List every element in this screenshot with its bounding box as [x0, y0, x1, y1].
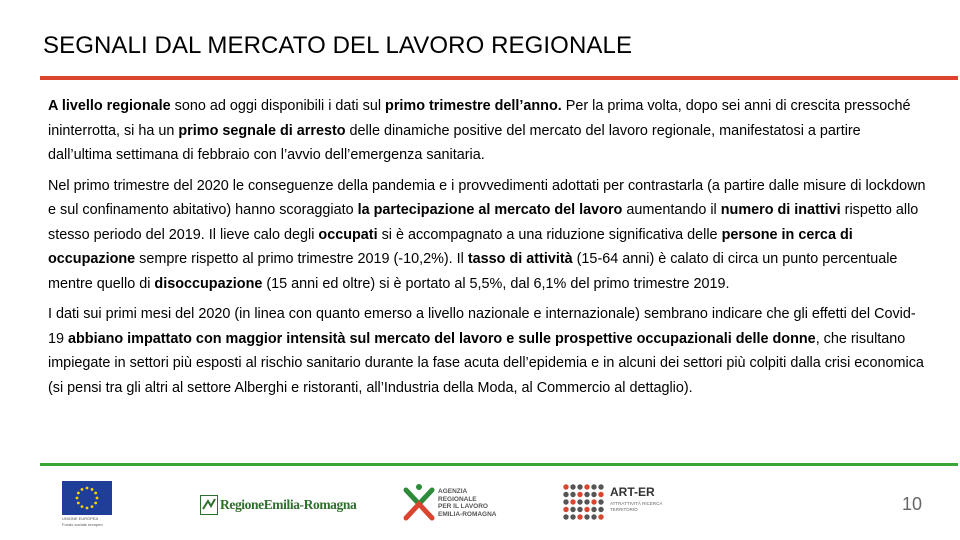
art-er-dot-icon: [563, 514, 568, 519]
art-er-dot-icon: [584, 507, 589, 512]
art-er-dot-icon: [598, 492, 603, 497]
text-run: aumentando il: [622, 202, 721, 218]
bold-text-run: primo trimestre dell’anno.: [385, 98, 562, 114]
bold-text-run: occupati: [318, 226, 378, 243]
body-text: [48, 94, 928, 406]
agenzia-line-3: PER IL LAVORO: [438, 503, 488, 510]
title-divider: [40, 76, 958, 80]
page-number: 10: [901, 494, 922, 514]
art-er-dot-icon: [570, 507, 575, 512]
eu-star-icon: [77, 502, 80, 505]
art-er-dot-icon: [570, 499, 575, 504]
bold-text-run: A livello regionale: [48, 98, 171, 114]
art-er-logo: [562, 483, 672, 525]
art-er-dot-icon: [584, 484, 589, 489]
eu-star-icon: [76, 497, 79, 500]
agenzia-line-2: REGIONALE: [438, 495, 477, 503]
footer-divider: [40, 463, 958, 466]
art-er-dot-icon: [591, 507, 596, 512]
agenzia-label: [438, 488, 497, 518]
art-er-dot-icon: [584, 492, 589, 497]
eu-star-icon: [86, 507, 89, 510]
bold-text-run: abbiano impattato con maggior intensità sul mercato del lavoro e sulle prospettive occupazionali delle donne: [68, 330, 816, 347]
eu-star-icon: [94, 492, 97, 495]
text-run: sempre rispetto al primo trimestre 2019 (-10,2%). Il: [135, 251, 468, 267]
art-er-dot-icon: [577, 484, 582, 489]
text-run: rispetto allo stesso periodo del 2019. Il lieve calo degli: [48, 202, 919, 243]
art-er-dot-icon: [591, 484, 596, 489]
art-er-dot-icon: [577, 492, 582, 497]
bold-text-run: persone in cerca di occupazione: [48, 226, 853, 267]
art-er-title: ART-ER: [610, 485, 655, 499]
agenzia-line-4: EMILIA-ROMAGNA: [438, 510, 497, 518]
eu-star-icon: [81, 505, 84, 508]
eu-star-icon: [91, 488, 94, 491]
eu-star-icon: [94, 502, 97, 505]
text-run: I dati sui primi mesi del 2020 (in linea con quanto emerso a livello nazionale e internazionale) sembrano indicare che gli effetti del Covid-19: [48, 306, 916, 347]
regione-emilia-romagna-logo: [200, 492, 357, 516]
eu-flag-icon: [62, 481, 112, 515]
bold-text-run: tasso di attività: [467, 251, 573, 267]
art-er-dot-icon: [563, 499, 568, 504]
art-er-subtitle: ATTRATTIVITÀ RICERCA TERRITORIO: [610, 501, 663, 512]
paragraph-2: [48, 174, 928, 297]
text-run: delle dinamiche positive del mercato del lavoro regionale, manifestatosi a partire dall’ultima settimana di febbraio con l’avvio dell’emergenza sanitaria.: [48, 122, 861, 163]
art-er-dot-icon: [584, 514, 589, 519]
art-er-dot-icon: [570, 484, 575, 489]
eu-star-icon: [91, 505, 94, 508]
art-er-dot-icon: [598, 507, 603, 512]
bold-text-run: primo segnale di arresto: [178, 122, 346, 139]
bold-text-run: disoccupazione: [154, 275, 263, 292]
art-er-dot-icon: [591, 499, 596, 504]
art-er-dot-icon: [577, 514, 582, 519]
text-run: (15 anni ed oltre) si è portato al 5,5%, dal 6,1% del primo trimestre 2019.: [262, 275, 730, 292]
art-er-dot-icon: [563, 484, 568, 489]
eu-star-icon: [86, 487, 89, 490]
art-er-dot-icon: [591, 492, 596, 497]
text-run: Nel primo trimestre del 2020 le conseguenze della pandemia e i provvedimenti adottati per contrastarla (a partire dalle misure di lockdown e sul confinamento abitativo) hanno scoraggiato: [48, 177, 926, 218]
text-run: , che risultano impiegate in settori più esposti al rischio sanitario durante la fase acuta dell’epidemia e in alcuni dei settori più colpiti dalla crisi economica (si pensi tra gli altri al settore Alberghi e ristoranti, all’Industria della Moda, al Commercio al dettaglio).: [48, 330, 924, 396]
art-er-dot-icon: [563, 492, 568, 497]
eu-caption-1: UNIONE EUROPEA: [62, 516, 99, 521]
art-er-dot-icon: [577, 499, 582, 504]
eu-logo: [62, 481, 112, 525]
text-run: si è accompagnato a una riduzione significativa delle: [377, 226, 722, 243]
text-run: Per la prima volta, dopo sei anni di crescita pressoché ininterrotta, si ha un: [48, 98, 911, 139]
bold-text-run: numero di inattivi: [720, 202, 841, 218]
page-title: SEGNALI DAL MERCATO DEL LAVORO REGIONALE: [43, 32, 633, 59]
agenzia-lavoro-logo: [402, 482, 502, 524]
eu-caption-2: Fondo sociale europeo: [62, 522, 103, 527]
text-run: (15-64 anni) è calato di circa un punto percentuale mentre quello di: [48, 251, 898, 292]
paragraph-3: [48, 302, 928, 400]
art-er-dot-icon: [591, 514, 596, 519]
art-er-dot-icon: [584, 499, 589, 504]
regione-label: RegioneEmilia-Romagna: [220, 497, 357, 512]
regione-emblem-icon: [200, 495, 218, 515]
bold-text-run: la partecipazione al mercato del lavoro: [357, 202, 623, 218]
paragraph-1: [48, 94, 928, 168]
eu-star-icon: [77, 492, 80, 495]
art-er-dot-icon: [598, 484, 603, 489]
art-er-mark-icon: [562, 483, 606, 523]
art-er-dot-icon: [598, 514, 603, 519]
text-run: sono ad oggi disponibili i dati sul: [170, 98, 386, 114]
art-er-dot-icon: [598, 499, 603, 504]
eu-star-icon: [81, 488, 84, 491]
eu-star-icon: [96, 497, 99, 500]
art-er-dot-icon: [577, 507, 582, 512]
agenzia-mark-icon: [402, 482, 436, 522]
art-er-dot-icon: [570, 492, 575, 497]
art-er-dot-icon: [570, 514, 575, 519]
art-er-dot-icon: [563, 507, 568, 512]
agenzia-line-1: AGENZIA: [438, 488, 468, 495]
